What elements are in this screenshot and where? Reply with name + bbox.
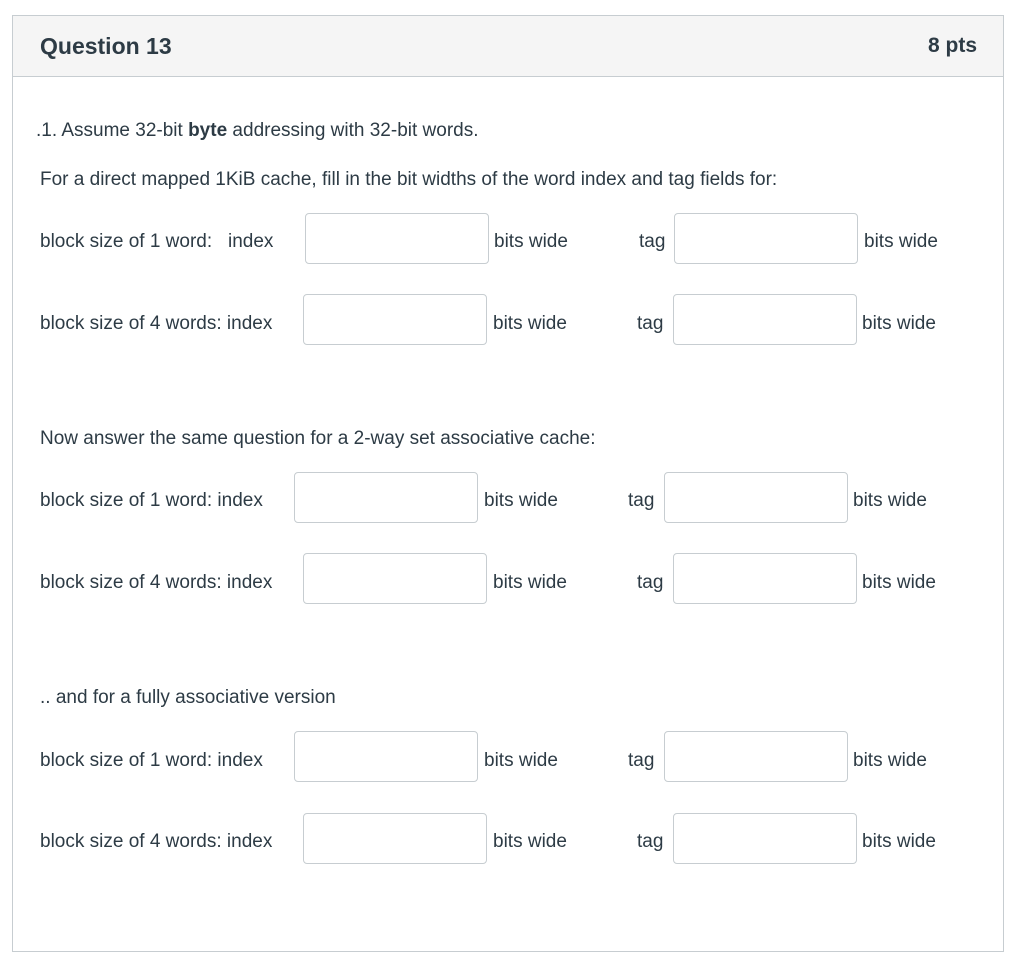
- fully-1-word-tag-label: tag: [628, 750, 655, 771]
- direct-1-word-tag-input[interactable]: [674, 213, 858, 264]
- direct-4-words-tag-label: tag: [637, 313, 664, 334]
- question-header: [13, 16, 1003, 77]
- direct-1-word-index-input[interactable]: [305, 213, 489, 264]
- intro-bold: byte: [188, 120, 228, 141]
- question-title: Question 13: [40, 33, 172, 59]
- fully-4-words-index-input[interactable]: [303, 813, 487, 864]
- intro-text: [36, 120, 479, 142]
- instructions-text: For a direct mapped 1KiB cache, fill in the bit widths of the word index and tag fields for:: [40, 169, 778, 190]
- fully-4-words-index-bits-label: bits wide: [493, 831, 567, 852]
- fully-4-words-tag-input[interactable]: [673, 813, 857, 864]
- fully-1-word-index-bits-label: bits wide: [484, 750, 558, 771]
- direct-1-word-tag-label: tag: [639, 231, 666, 252]
- two-way-1-word-tag-label: tag: [628, 490, 655, 511]
- intro-suffix: addressing with 32-bit words.: [227, 120, 479, 141]
- fully-associative-heading: .. and for a fully associative version: [40, 687, 336, 708]
- direct-1-word-tag-bits-label: bits wide: [864, 231, 938, 252]
- two-way-1-word-tag-bits-label: bits wide: [853, 490, 927, 511]
- direct-4-words-index-bits-label: bits wide: [493, 313, 567, 334]
- two-way-4-words-index-input[interactable]: [303, 553, 487, 604]
- question-points: 8 pts: [927, 34, 977, 57]
- direct-1-word-index-bits-label: bits wide: [494, 231, 568, 252]
- two-way-1-word-tag-input[interactable]: [664, 472, 848, 523]
- two-way-1-word-index-input[interactable]: [294, 472, 478, 523]
- direct-4-words-label: block size of 4 words: index: [40, 313, 273, 334]
- two-way-1-word-index-bits-label: bits wide: [484, 490, 558, 511]
- question-card: [12, 15, 1004, 952]
- fully-1-word-tag-input[interactable]: [664, 731, 848, 782]
- two-way-4-words-tag-input[interactable]: [673, 553, 857, 604]
- two-way-heading: Now answer the same question for a 2-way set associative cache:: [40, 428, 596, 449]
- two-way-4-words-tag-bits-label: bits wide: [862, 572, 936, 593]
- two-way-4-words-label: block size of 4 words: index: [40, 572, 273, 593]
- direct-4-words-tag-input[interactable]: [673, 294, 857, 345]
- two-way-4-words-tag-label: tag: [637, 572, 664, 593]
- two-way-1-word-label: block size of 1 word: index: [40, 490, 263, 511]
- direct-1-word-label: block size of 1 word: index: [40, 231, 274, 252]
- direct-4-words-tag-bits-label: bits wide: [862, 313, 936, 334]
- fully-4-words-label: block size of 4 words: index: [40, 831, 273, 852]
- fully-1-word-label: block size of 1 word: index: [40, 750, 263, 771]
- fully-4-words-tag-label: tag: [637, 831, 664, 852]
- intro-prefix: .1. Assume 32-bit: [36, 120, 189, 141]
- fully-1-word-tag-bits-label: bits wide: [853, 750, 927, 771]
- fully-4-words-tag-bits-label: bits wide: [862, 831, 936, 852]
- two-way-4-words-index-bits-label: bits wide: [493, 572, 567, 593]
- direct-4-words-index-input[interactable]: [303, 294, 487, 345]
- fully-1-word-index-input[interactable]: [294, 731, 478, 782]
